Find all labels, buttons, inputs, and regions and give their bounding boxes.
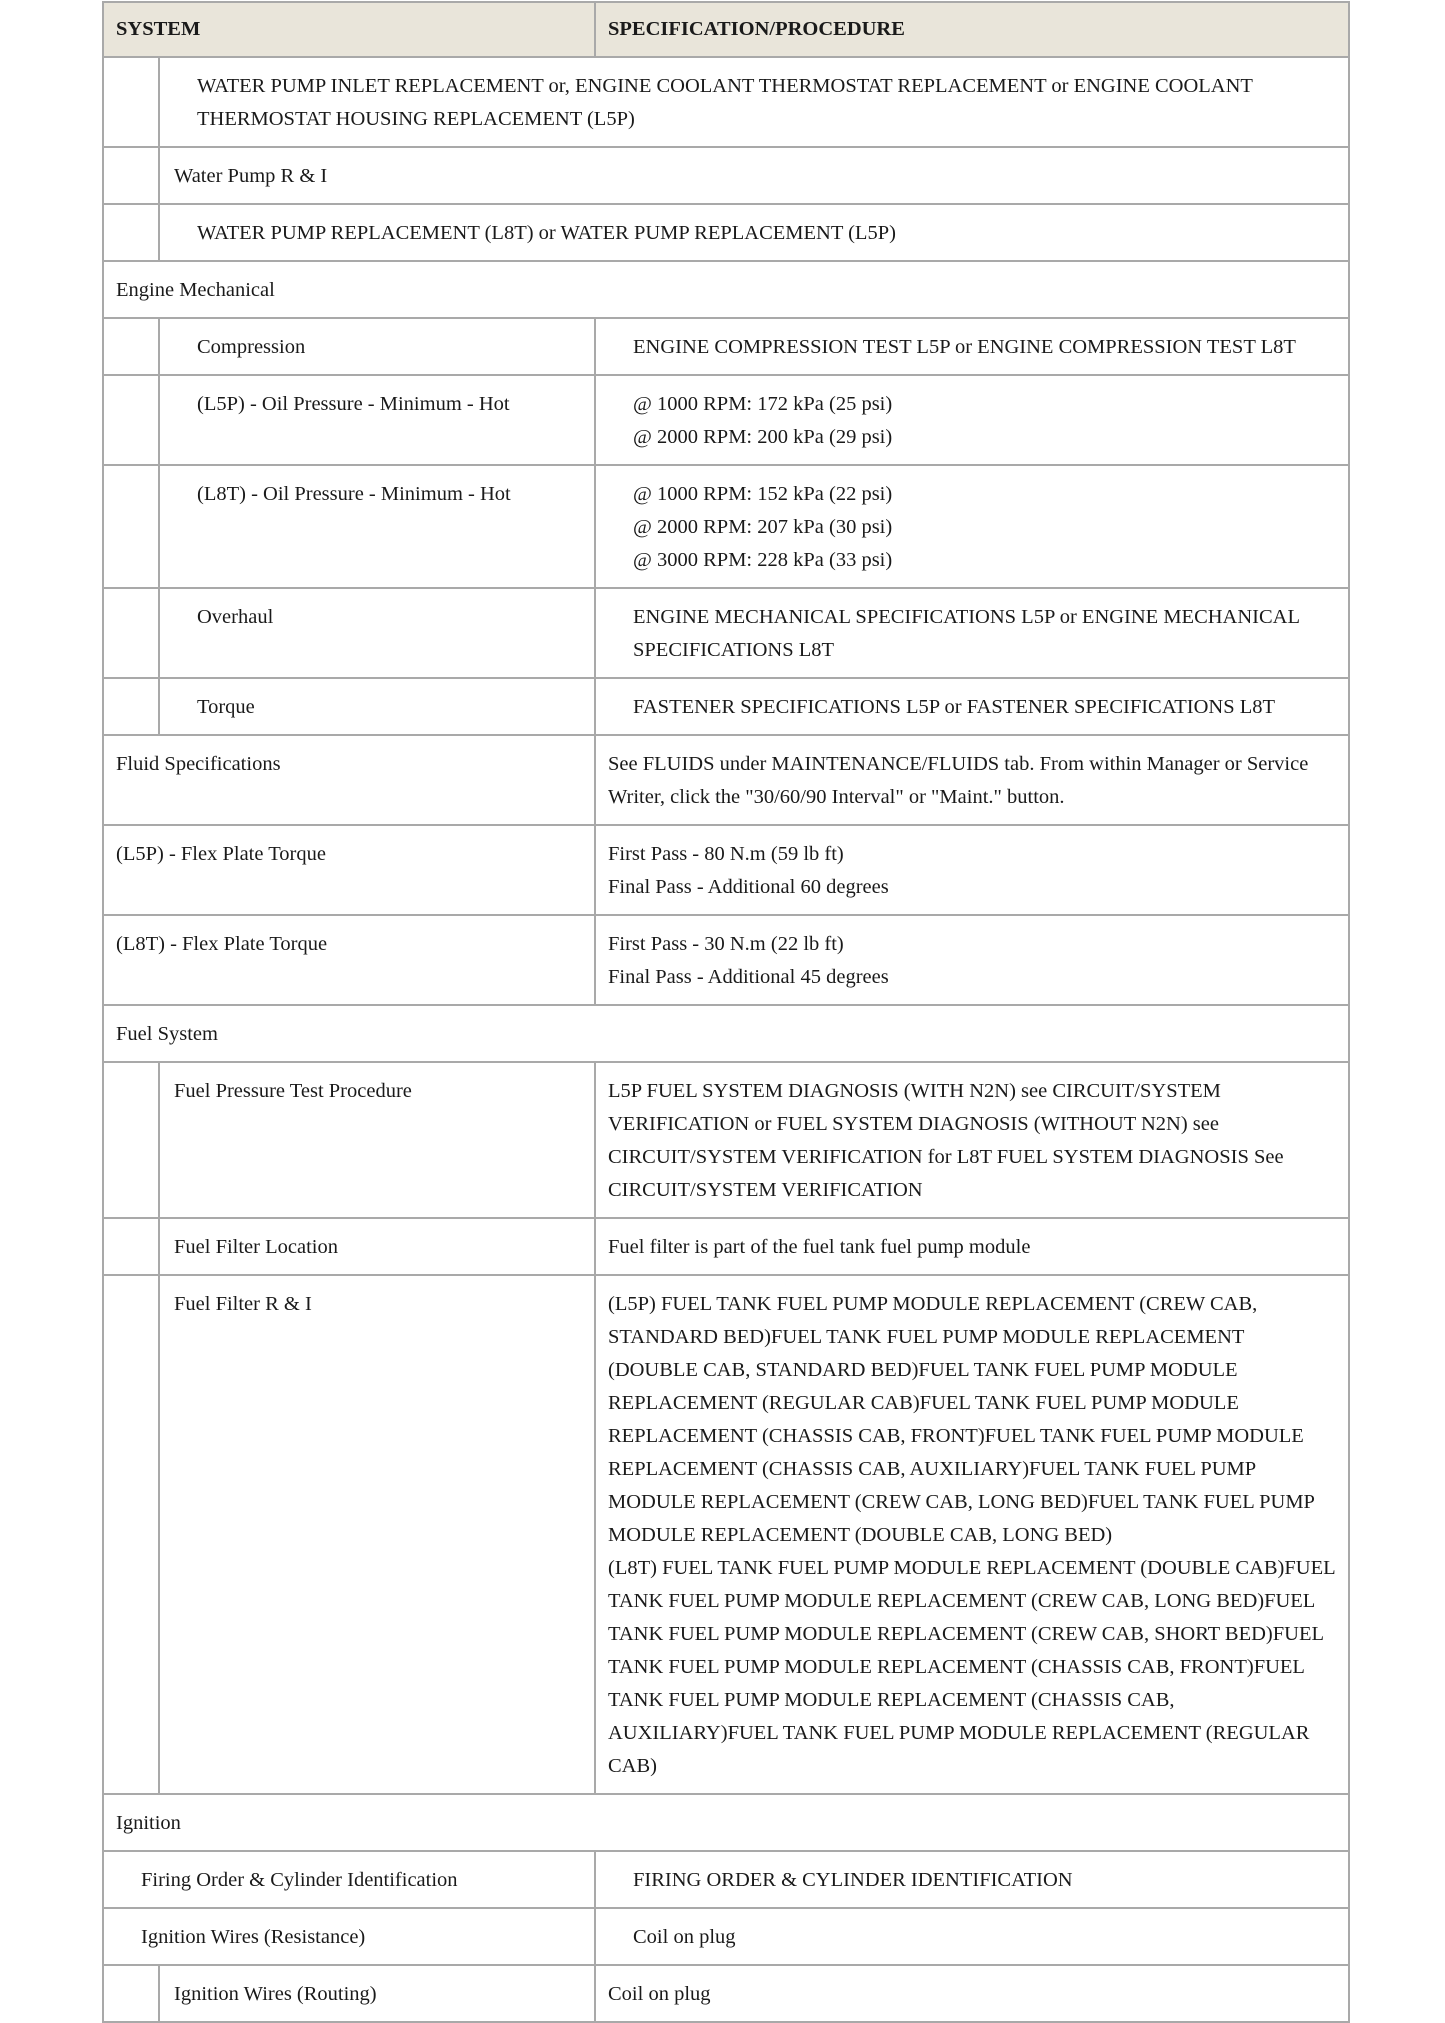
table-header-row (103, 2, 1349, 57)
fuel-filter-ri-label: Fuel Filter R & I (159, 1275, 595, 1794)
ignition-wires-resistance-label: Ignition Wires (Resistance) (103, 1908, 595, 1965)
table-row (103, 375, 1349, 465)
fuel-filter-location-spec: Fuel filter is part of the fuel tank fuel pump module (595, 1218, 1349, 1275)
table-row (103, 318, 1349, 375)
overhaul-label: Overhaul (159, 588, 595, 678)
table-row (103, 915, 1349, 1005)
table-row (103, 1275, 1349, 1794)
ignition-wires-routing-spec: Coil on plug (595, 1965, 1349, 2022)
table-row (103, 1908, 1349, 1965)
spec-line: @ 3000 RPM: 228 kPa (33 psi) (633, 549, 893, 571)
table-row (103, 825, 1349, 915)
spec-line: @ 1000 RPM: 172 kPa (25 psi) (633, 393, 893, 415)
oil-pressure-l5p-label: (L5P) - Oil Pressure - Minimum - Hot (159, 375, 595, 465)
water-pump-inlet-text: WATER PUMP INLET REPLACEMENT or, ENGINE COOLANT THERMOSTAT REPLACEMENT or ENGINE COOLANT THERMOSTAT HOUSING REPLACEMENT (L5P) (159, 57, 1349, 147)
spec-line: @ 1000 RPM: 152 kPa (22 psi) (633, 483, 893, 505)
compression-label: Compression (159, 318, 595, 375)
overhaul-spec: ENGINE MECHANICAL SPECIFICATIONS L5P or ENGINE MECHANICAL SPECIFICATIONS L8T (595, 588, 1349, 678)
table-row (103, 735, 1349, 825)
table-row (103, 465, 1349, 588)
spec-line: First Pass - 80 N.m (59 lb ft) (608, 843, 844, 865)
spec-paragraph: (L8T) FUEL TANK FUEL PUMP MODULE REPLACEMENT (DOUBLE CAB)FUEL TANK FUEL PUMP MODULE REPLACEMENT (CREW CAB, LONG BED)FUEL TANK FUEL PUMP MODULE REPLACEMENT (CREW CAB, SHORT BED)FUEL TANK FUEL PUMP MODULE REPLACEMENT (CHASSIS CAB, FRONT)FUEL TANK FUEL PUMP MODULE REPLACEMENT (CHASSIS CAB, AUXILIARY)FUEL TANK FUEL PUMP MODULE REPLACEMENT (REGULAR CAB) (608, 1557, 1335, 1777)
oil-pressure-l8t-label: (L8T) - Oil Pressure - Minimum - Hot (159, 465, 595, 588)
section-row (103, 261, 1349, 318)
section-row (103, 1794, 1349, 1851)
table-row (103, 1062, 1349, 1218)
section-row (103, 1005, 1349, 1062)
water-pump-ri-label: Water Pump R & I (159, 147, 1349, 204)
table-row (103, 147, 1349, 204)
section-engine-mechanical: Engine Mechanical (103, 261, 1349, 318)
firing-order-label: Firing Order & Cylinder Identification (103, 1851, 595, 1908)
ignition-wires-resistance-spec: Coil on plug (595, 1908, 1349, 1965)
ignition-wires-routing-label: Ignition Wires (Routing) (159, 1965, 595, 2022)
spec-table (102, 1, 1350, 2023)
firing-order-spec: FIRING ORDER & CYLINDER IDENTIFICATION (595, 1851, 1349, 1908)
fluid-specifications-label: Fluid Specifications (103, 735, 595, 825)
table-row (103, 57, 1349, 147)
flex-plate-l5p-spec (595, 825, 1349, 915)
torque-label: Torque (159, 678, 595, 735)
table-row (103, 1218, 1349, 1275)
flex-plate-l5p-label: (L5P) - Flex Plate Torque (103, 825, 595, 915)
fluid-specifications-spec: See FLUIDS under MAINTENANCE/FLUIDS tab. From within Manager or Service Writer, click the "30/60/90 Interval" or "Maint." button. (595, 735, 1349, 825)
table-row (103, 678, 1349, 735)
flex-plate-l8t-label: (L8T) - Flex Plate Torque (103, 915, 595, 1005)
oil-pressure-l8t-spec (595, 465, 1349, 588)
table-row (103, 588, 1349, 678)
flex-plate-l8t-spec (595, 915, 1349, 1005)
water-pump-replacement-text: WATER PUMP REPLACEMENT (L8T) or WATER PUMP REPLACEMENT (L5P) (159, 204, 1349, 261)
fuel-pressure-label: Fuel Pressure Test Procedure (159, 1062, 595, 1218)
header-specification: SPECIFICATION/PROCEDURE (595, 2, 1349, 57)
table-row (103, 1965, 1349, 2022)
section-ignition: Ignition (103, 1794, 1349, 1851)
spec-line: Final Pass - Additional 45 degrees (608, 966, 889, 988)
compression-spec: ENGINE COMPRESSION TEST L5P or ENGINE COMPRESSION TEST L8T (595, 318, 1349, 375)
spec-line: First Pass - 30 N.m (22 lb ft) (608, 933, 844, 955)
torque-spec: FASTENER SPECIFICATIONS L5P or FASTENER SPECIFICATIONS L8T (595, 678, 1349, 735)
spec-paragraph: (L5P) FUEL TANK FUEL PUMP MODULE REPLACEMENT (CREW CAB, STANDARD BED)FUEL TANK FUEL PUMP MODULE REPLACEMENT (DOUBLE CAB, STANDARD BED)FUEL TANK FUEL PUMP MODULE REPLACEMENT (REGULAR CAB)FUEL TANK FUEL PUMP MODULE REPLACEMENT (CHASSIS CAB, FRONT)FUEL TANK FUEL PUMP MODULE REPLACEMENT (CHASSIS CAB, AUXILIARY)FUEL TANK FUEL PUMP MODULE REPLACEMENT (CREW CAB, LONG BED)FUEL TANK FUEL PUMP MODULE REPLACEMENT (DOUBLE CAB, LONG BED) (608, 1293, 1315, 1546)
table-row (103, 204, 1349, 261)
table-row (103, 1851, 1349, 1908)
fuel-filter-ri-spec (595, 1275, 1349, 1794)
fuel-pressure-spec: L5P FUEL SYSTEM DIAGNOSIS (WITH N2N) see CIRCUIT/SYSTEM VERIFICATION or FUEL SYSTEM DIAGNOSIS (WITHOUT N2N) see CIRCUIT/SYSTEM VERIFICATION for L8T FUEL SYSTEM DIAGNOSIS See CIRCUIT/SYSTEM VERIFICATION (595, 1062, 1349, 1218)
spec-line: Final Pass - Additional 60 degrees (608, 876, 889, 898)
spec-line: @ 2000 RPM: 207 kPa (30 psi) (633, 516, 893, 538)
header-system: SYSTEM (103, 2, 595, 57)
spec-line: @ 2000 RPM: 200 kPa (29 psi) (633, 426, 893, 448)
section-fuel-system: Fuel System (103, 1005, 1349, 1062)
oil-pressure-l5p-spec (595, 375, 1349, 465)
fuel-filter-location-label: Fuel Filter Location (159, 1218, 595, 1275)
